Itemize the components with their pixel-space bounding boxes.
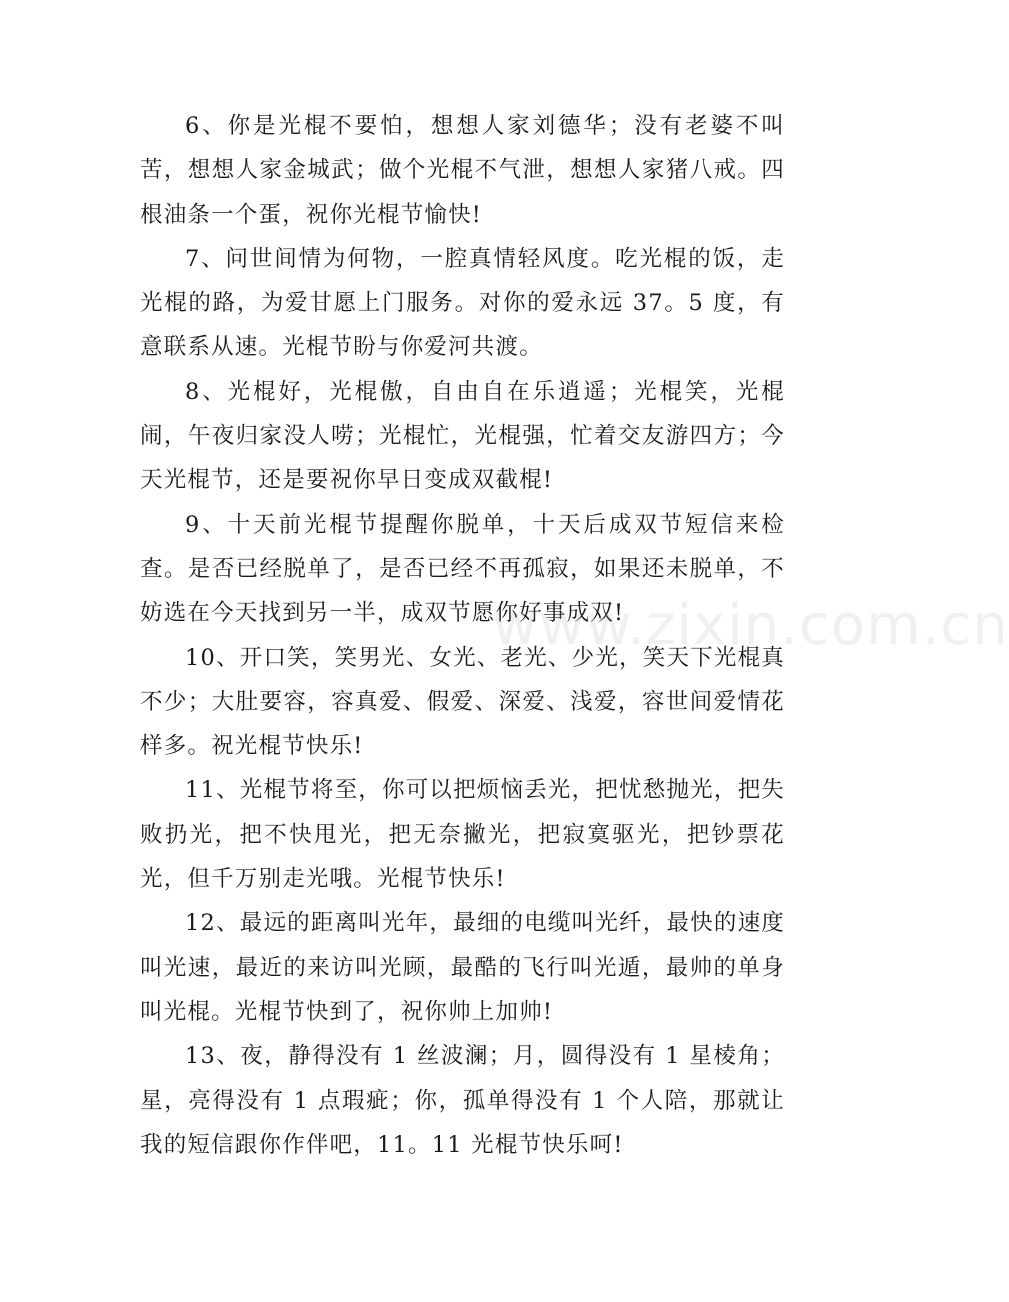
paragraph-11: 11、光棍节将至，你可以把烦恼丢光，把忧愁抛光，把失败扔光，把不快甩光，把无奈撇光，把寂寞驱光，把钞票花光，但千万别走光哦。光棍节快乐! [140,777,785,893]
paragraph-6: 6、你是光棍不要怕，想想人家刘德华；没有老婆不叫苦，想想人家金城武；做个光棍不气泄，想想人家猪八戒。四根油条一个蛋，祝你光棍节愉快! [140,113,785,228]
document-body [140,104,785,1167]
watermark-text: www.zixin.com.cn [492,593,1009,658]
paragraph-12: 12、最远的距离叫光年，最细的电缆叫光纤，最快的速度叫光速，最近的来访叫光顾，最酷的飞行叫光遁，最帅的单身叫光棍。光棍节快到了，祝你帅上加帅! [140,910,785,1025]
paragraph-9: 9、十天前光棍节提醒你脱单，十天后成双节短信来检查。是否已经脱单了，是否已经不再孤寂，如果还未脱单，不妨选在今天找到另一半，成双节愿你好事成双! [140,511,785,627]
paragraph-10: 10、开口笑，笑男光、女光、老光、少光，笑天下光棍真不少；大肚要容，容真爱、假爱、深爱、浅爱，容世间爱情花样多。祝光棍节快乐! [140,644,785,760]
paragraph-7: 7、问世间情为何物，一腔真情轻风度。吃光棍的饭，走光棍的路，为爱甘愿上门服务。对你的爱永远 37。5 度，有意联系从速。光棍节盼与你爱河共渡。 [140,245,785,361]
paragraph-8: 8、光棍好，光棍傲，自由自在乐逍遥；光棍笑，光棍闹，午夜归家没人唠；光棍忙，光棍强，忙着交友游四方；今天光棍节，还是要祝你早日变成双截棍! [140,378,785,494]
paragraph-13: 13、夜，静得没有 1 丝波澜；月，圆得没有 1 星棱角；星，亮得没有 1 点瑕疵；你，孤单得没有 1 个人陪，那就让我的短信跟你作伴吧，11。11 光棍节快乐呵! [140,1043,785,1158]
